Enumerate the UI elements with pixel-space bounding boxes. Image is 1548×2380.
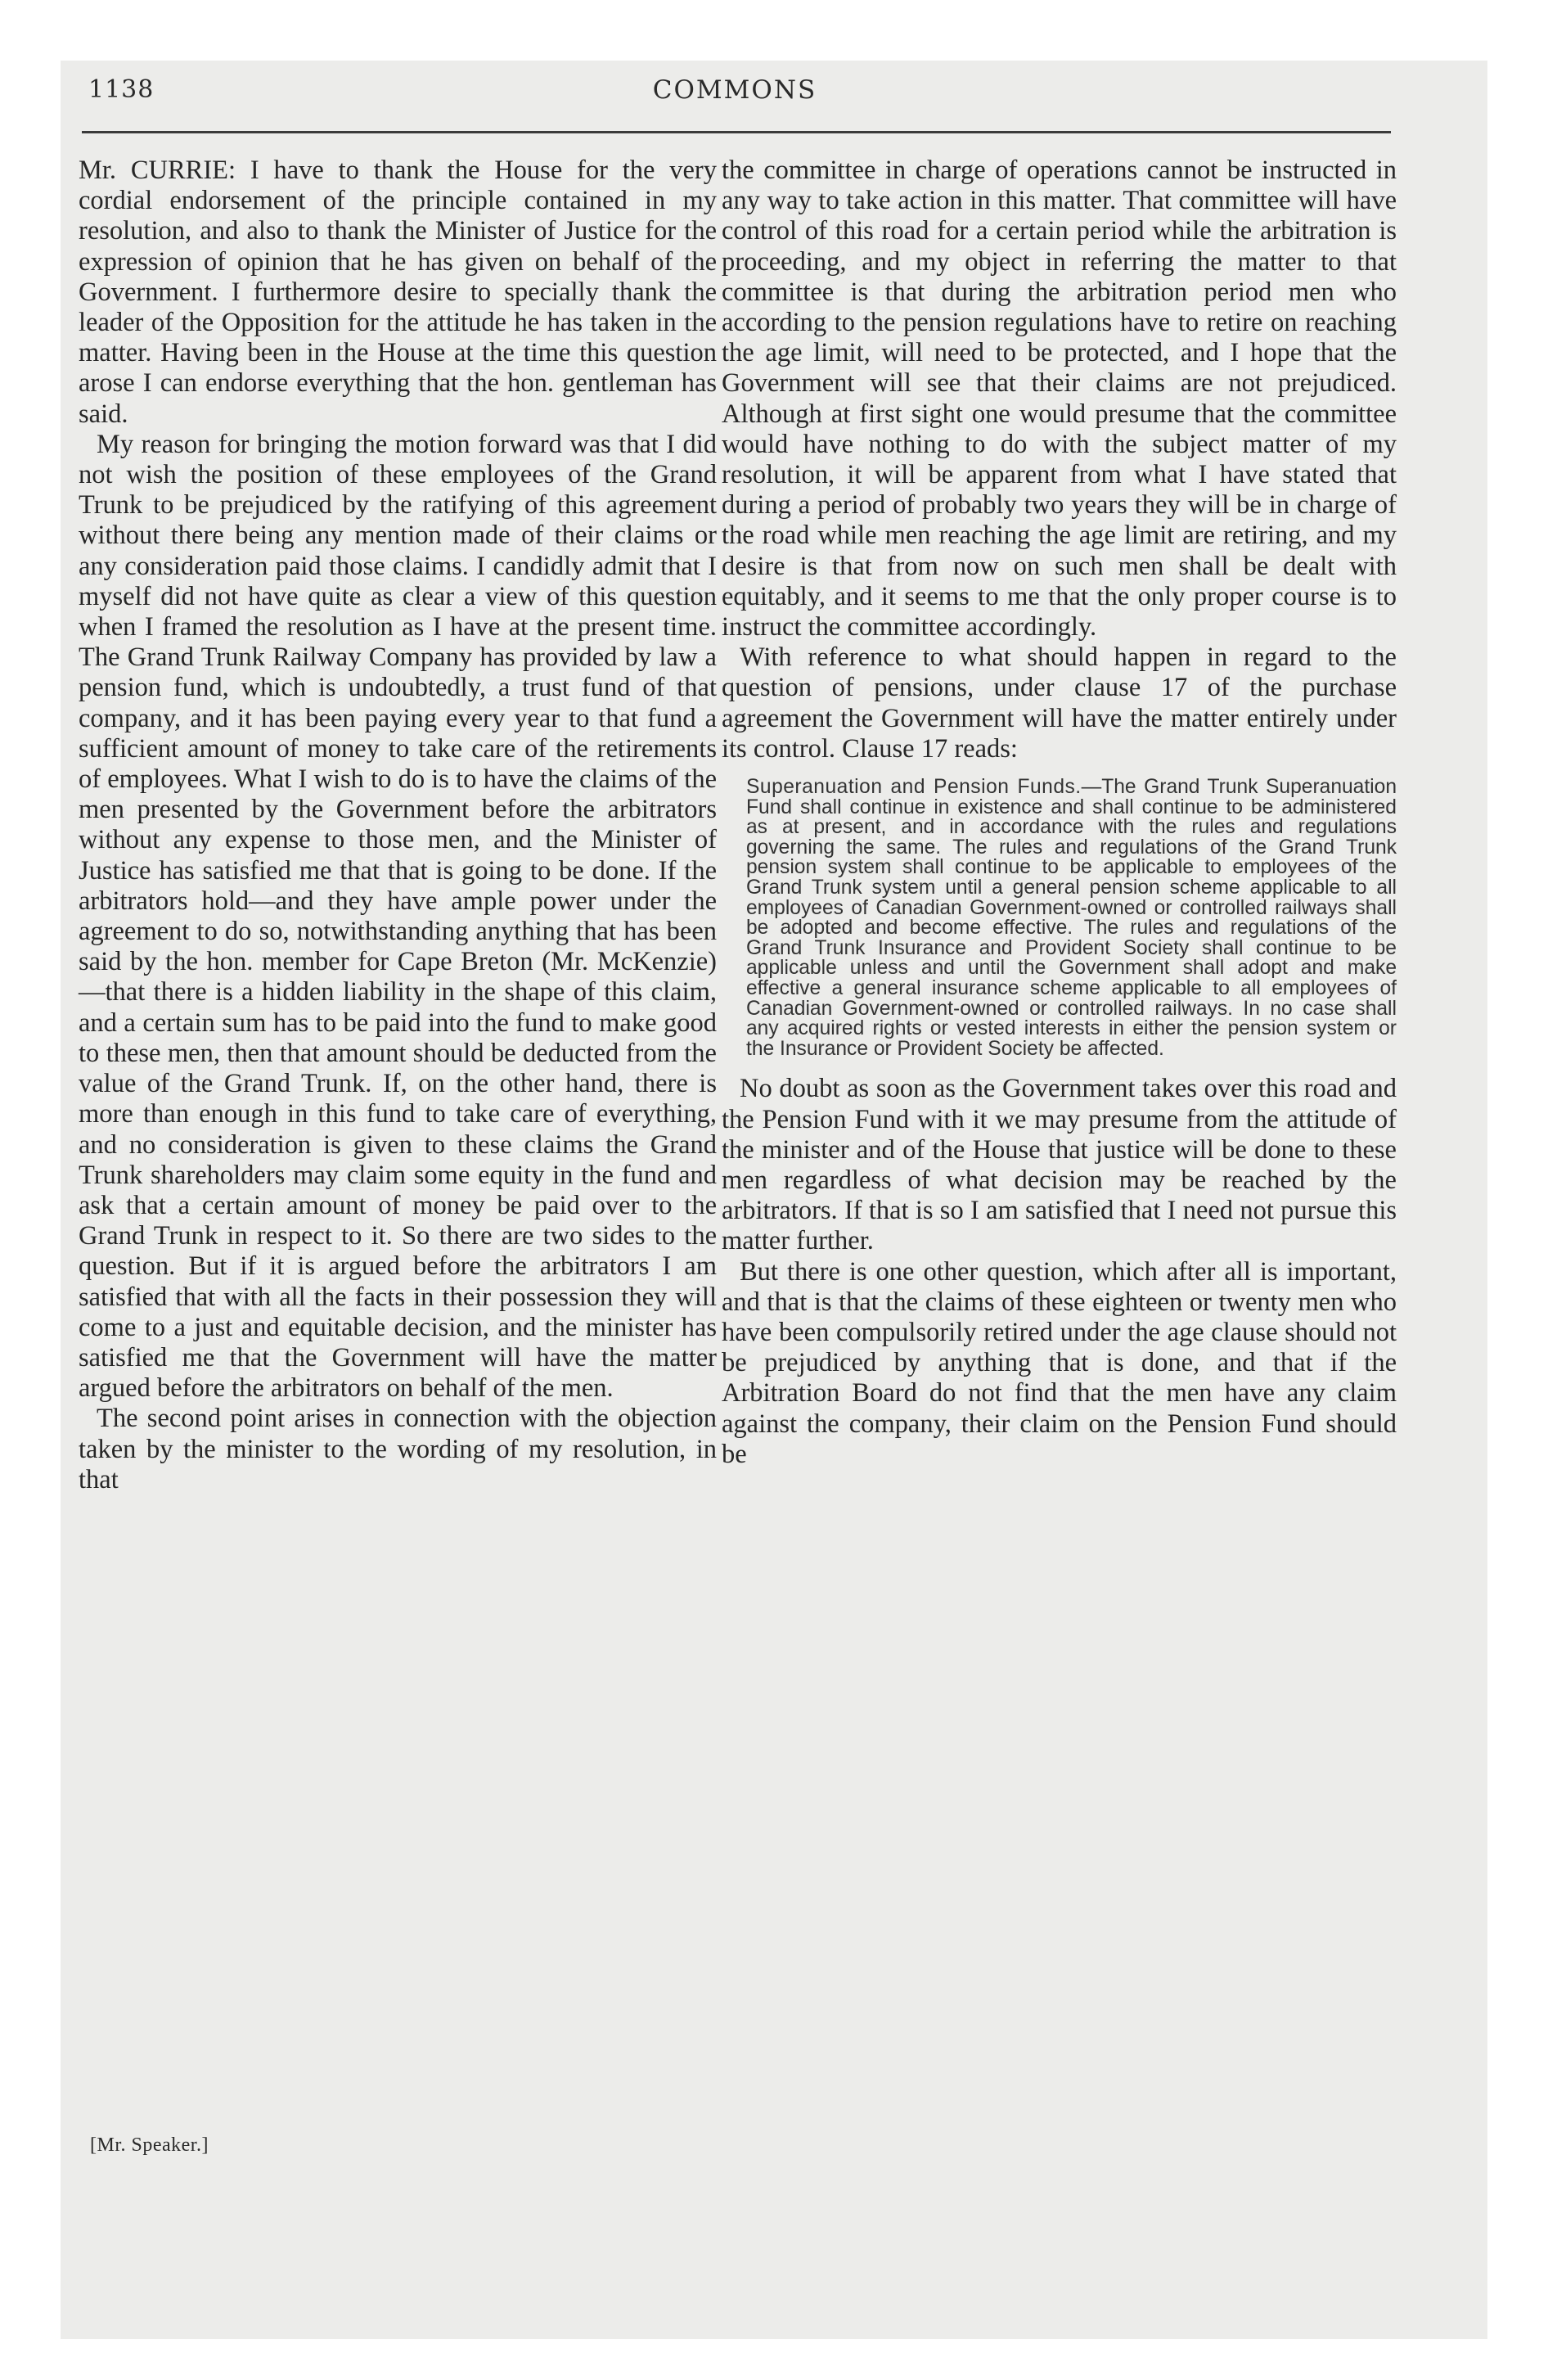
page-number: 1138 (88, 75, 155, 104)
right-paragraph-2: With reference to what should happen in regard to the question of pensions, under clause 17 of the purchase agreement the Government will have the matter entirely under its control. Clause 17 reads: (722, 642, 1397, 764)
speaker-attribution: [Mr. Speaker.] (90, 2134, 209, 2156)
left-paragraph-2: My reason for bringing the motion forward was that I did not wish the position of these employees of the Grand Trunk to be prejudiced by the ratifying of this agreement without there being any mention made of their claims or any consideration paid those claims. I candidly admit that I myself did not have quite as clear a view of this question when I framed the resolution as I have at the present time. The Grand Trunk Railway Company has provided by law a pension fund, which is undoubtedly, a trust fund of that company, and it has been paying every year to that fund a sufficient amount of money to take care of the retirements of employees. What I wish to do is to have the claims of the men presented by the Government before the arbitrators without any expense to those men, and the Minister of Justice has satisfied me that that is going to be done. If the arbitrators hold—and they have ample power under the agreement to do so, notwithstanding anything that has been said by the hon. member for Cape Breton (Mr. McKenzie)—that there is a hidden liability in the shape of this claim, and a certain sum has to be paid into the fund to make good to these men, then that amount should be deducted from the value of the Grand Trunk. If, on the other hand, there is more than enough in this fund to take care of everything, and no consideration is given to these claims the Grand Trunk shareholders may claim some equity in the fund and ask that a certain amount of money be paid over to the Grand Trunk in respect to it. So there are two sides to the question. But if it is argued before the arbitrators I am satisfied that with all the facts in their possession they will come to a just and equitable decision, and the minister has satisfied me that the Government will have the matter argued before the arbitrators on behalf of the men. (79, 429, 717, 1404)
right-paragraph-1: the committee in charge of operations cannot be instructed in any way to take action in this matter. That committee will have control of this road for a certain period while the arbitration is proceeding, and my object in referring the matter to that committee is that during the arbitration period men who according to the pension regulations have to retire on reaching the age limit, will need to be protected, and I hope that the Government will see that their claims are not prejudiced. Although at first sight one would presume that the committee would have nothing to do with the subject matter of my resolution, it will be apparent from what I have stated that during a period of probably two years they will be in charge of the road while men reaching the age limit are retiring, and my desire is that from now on such men shall be dealt with equitably, and it seems to me that the only proper course is to instruct the committee accordingly. (722, 156, 1397, 642)
left-paragraph-1: Mr. CURRIE: I have to thank the House for the very cordial endorsement of the principle contained in my resolution, and also to thank the Minister of Justice for the expression of opinion that he has given on behalf of the Government. I furthermore desire to specially thank the leader of the Opposition for the attitude he has taken in the matter. Having been in the House at the time this question arose I can endorse everything that the hon. gentleman has said. (79, 156, 717, 429)
header-rule (82, 131, 1391, 133)
running-head: COMMONS (652, 75, 817, 105)
left-paragraph-3: The second point arises in connection with the objection taken by the minister to the wording of my resolution, in that (79, 1404, 717, 1494)
page-header (88, 72, 1381, 129)
clause-17-quote (722, 778, 1397, 1059)
quote-body: —The Grand Trunk Superanuation Fund shall continue in existence and shall continue to be administered as at present, and in accordance with the rules and regulations governing the same. The rules and regulations of the Grand Trunk pension system shall continue to be applicable to employees of the Grand Trunk system until a general pension scheme applicable to all employees of Canadian Government-owned or controlled railways shall be adopted and become effective. The rules and regulations of the Grand Trunk Insurance and Provident Society shall continue to be applicable unless and until the Government shall adopt and make effective a general insurance scheme applicable to all employees of Canadian Government-owned or controlled railways. In no case shall any acquired rights or vested interests in either the pension system or the Insurance or Provident Society be affected. (746, 776, 1397, 1060)
quote-title: Superanuation and Pension Funds. (746, 776, 1082, 799)
right-paragraph-4: But there is one other question, which after all is important, and that is that the claims of these eighteen or twenty men who have been compulsorily retired under the age clause should not be prejudiced by anything that is done, and that if the Arbitration Board do not find that the men have any claim against the company, their claim on the Pension Fund should be (722, 1256, 1397, 1469)
right-column (722, 156, 1397, 1470)
right-paragraph-3: No doubt as soon as the Government takes over this road and the Pension Fund with it we may presume from the attitude of the minister and of the House that justice will be done to these men regardless of what decision may be reached by the arbitrators. If that is so I am satisfied that I need not pursue this matter further. (722, 1074, 1397, 1256)
left-column (79, 156, 717, 1495)
